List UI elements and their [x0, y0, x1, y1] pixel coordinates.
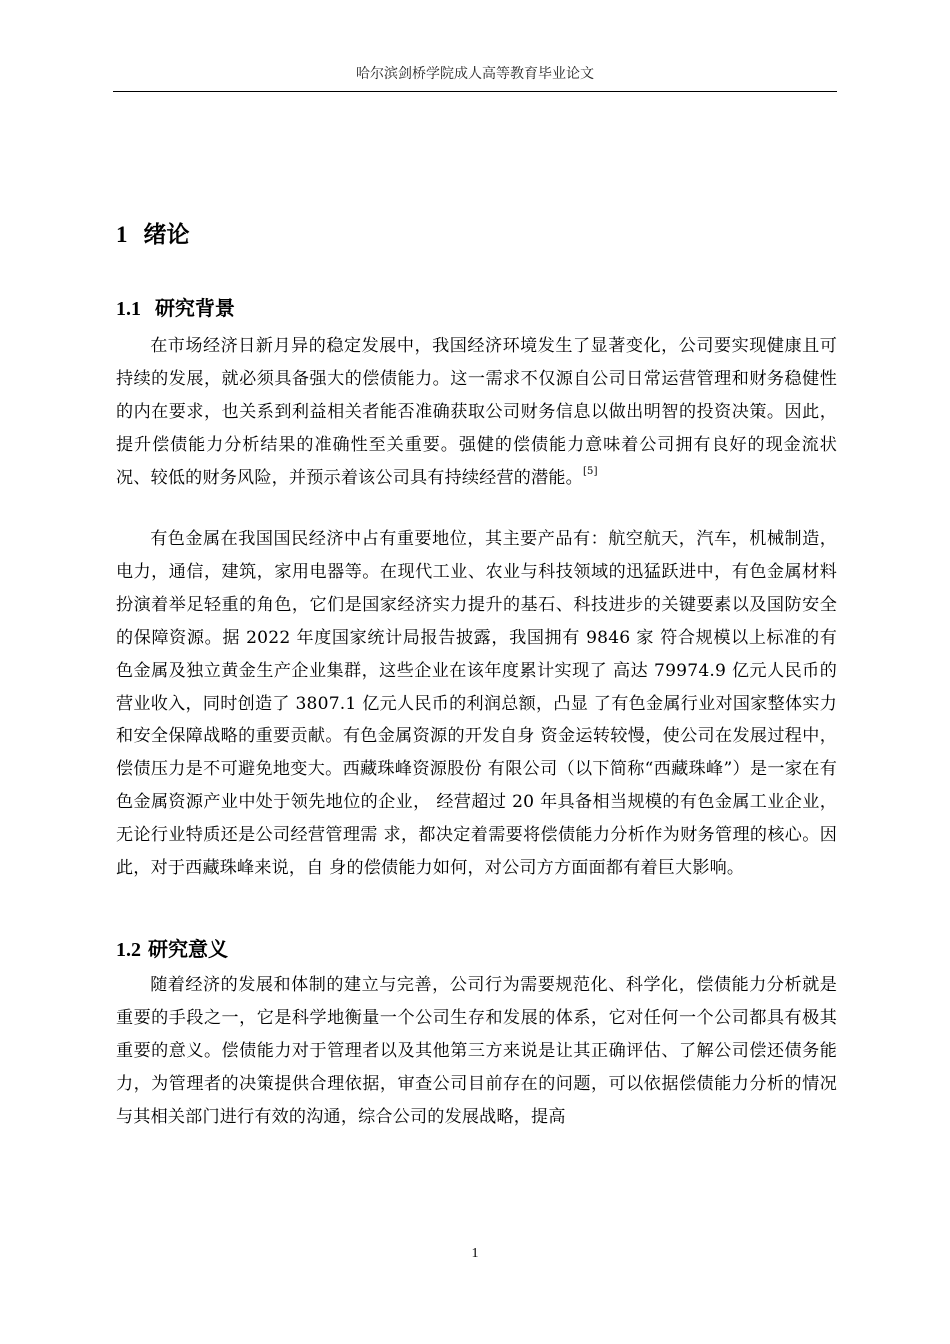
section-number: 1.1 [116, 298, 141, 320]
paragraph-text: 在市场经济日新月异的稳定发展中，我国经济环境发生了显著变化，公司要实现健康且可持续的发展，就必须具备强大的偿债能力。这一需求不仅源自公司日常运营管理和财务稳健性的内在要求，也关系到利益相关者能否准确获取公司财务信息以做出明智的投资决策。因此，提升偿债能力分析结果的准确性至关重要。强健的偿债能力意味着公司拥有良好的现金流状况、较低的财务风险，并预示着该公司具有持续经营的潜能。 [116, 336, 837, 488]
chapter-title: 绪论 [143, 222, 190, 248]
section-heading [116, 934, 228, 965]
page-number: 1 [471, 1246, 479, 1261]
section-title: 研究意义 [147, 937, 228, 961]
page-header: 哈尔滨剑桥学院成人高等教育毕业论文 [356, 66, 594, 82]
section-number: 1.2 [116, 939, 141, 961]
chapter-heading [116, 218, 190, 252]
section-title: 研究背景 [154, 296, 235, 320]
paragraph: 随着经济的发展和体制的建立与完善，公司行为需要规范化、科学化，偿债能力分析就是重要的手段之一，它是科学地衡量一个公司生存和发展的体系，它对任何一个公司都具有极其重要的意义。偿债能力对于管理者以及其他第三方来说是让其正确评估、了解公司偿还债务能力，为管理者的决策提供合理依据，审查公司目前存在的问题，可以依据偿债能力分析的情况与其相关部门进行有效的沟通，综合公司的发展战略，提高 [116, 975, 837, 1127]
header-rule [113, 91, 837, 92]
chapter-number: 1 [116, 222, 128, 247]
section-heading [116, 293, 235, 324]
paragraph: 有色金属在我国国民经济中占有重要地位，其主要产品有：航空航天，汽车，机械制造，电力，通信，建筑，家用电器等。在现代工业、农业与科技领域的迅猛跃进中，有色金属材料扮演着举足轻重的角色，它们是国家经济实力提升的基石、科技进步的关键要素以及国防安全的保障资源。据 2022 年度国家统计局报告披露，我国拥有 9846 家 符合规模以上标准的有色金属及独立黄金生产企业集群，这些企业在该年度累计实现了 高达 79974.9 亿元人民币的营业收入，同时创造了 3807.1 亿元人民币的利润总额，凸显 了有色金属行业对国家整体实力和安全保障战略的重要贡献。有色金属资源的开发自身 资金运转较慢，使公司在发展过程中，偿债压力是不可避免地变大。西藏珠峰资源股份 有限公司（以下简称“西藏珠峰”）是一家在有色金属资源产业中处于领先地位的企业， 经营超过 20 年具备相当规模的有色金属工业企业，无论行业特质还是公司经营管理需 求，都决定着需要将偿债能力分析作为财务管理的核心。因此，对于西藏珠峰来说，自 身的偿债能力如何，对公司方方面面都有着巨大影响。 [116, 529, 837, 879]
paragraph [116, 330, 837, 495]
citation-marker: [5] [582, 465, 598, 477]
